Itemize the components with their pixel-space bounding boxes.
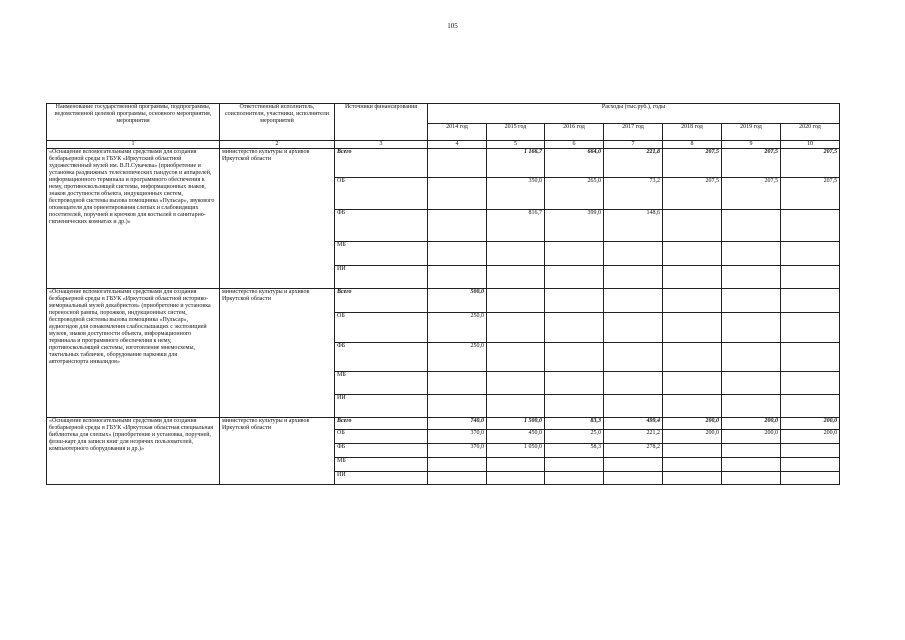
expense-cell: [487, 458, 545, 472]
funding-source: ФБ: [335, 343, 428, 372]
expense-cell: [604, 242, 663, 266]
expense-cell: [604, 472, 663, 485]
budget-table: [46, 103, 840, 485]
expense-cell: 450,0: [487, 430, 545, 444]
expense-cell: 58,3: [545, 444, 604, 458]
table-header: [47, 104, 840, 149]
expense-cell: 25,0: [545, 430, 604, 444]
header-funding-sources: Источники финансирования: [335, 104, 428, 141]
expense-cell: [781, 313, 840, 343]
expense-cell: [545, 313, 604, 343]
expense-cell: 207,5: [781, 178, 840, 210]
expense-cell: [781, 343, 840, 372]
expense-cell: [781, 444, 840, 458]
expense-cell: 73,2: [604, 178, 663, 210]
expense-cell: [487, 242, 545, 266]
expense-cell: 250,0: [428, 313, 487, 343]
expense-cell: 207,5: [663, 178, 722, 210]
table-row: [47, 418, 840, 430]
expense-cell: 816,7: [487, 210, 545, 242]
expense-cell: 207,5: [722, 178, 781, 210]
expense-cell: [487, 289, 545, 313]
expense-cell: 1 050,0: [487, 444, 545, 458]
expense-cell: [663, 210, 722, 242]
expense-cell: [722, 458, 781, 472]
measure-name: «Оснащение вспомогательными средствами для создания безбарьерной среды в ГБУК «Иркутская областная специальная библиотека для слепых» (приобретение и установка, поручней, флэш-карт для записи книг для незрячих пользователей, компьютерного оборудования и др.)»: [47, 418, 220, 485]
funding-source: Всего: [335, 418, 428, 430]
expense-cell: [663, 472, 722, 485]
funding-source: МБ: [335, 242, 428, 266]
expense-cell: [604, 372, 663, 395]
expense-cell: 207,5: [722, 149, 781, 178]
funding-source: ОБ: [335, 430, 428, 444]
expense-cell: 200,0: [663, 418, 722, 430]
funding-source: ИИ: [335, 266, 428, 289]
expense-cell: [428, 458, 487, 472]
funding-source: Всего: [335, 289, 428, 313]
expense-cell: [604, 458, 663, 472]
funding-source: МБ: [335, 372, 428, 395]
expense-cell: 664,0: [545, 149, 604, 178]
expense-cell: [663, 289, 722, 313]
expense-cell: [487, 395, 545, 418]
expense-cell: [604, 289, 663, 313]
header-year: 2014 год: [428, 124, 487, 141]
expense-cell: [663, 242, 722, 266]
expense-cell: 370,0: [428, 444, 487, 458]
header-year: 2020 год: [781, 124, 840, 141]
expense-cell: [781, 266, 840, 289]
header-responsible: Ответственный исполнитель, соисполнители, участники, исполнители мероприятий: [220, 104, 335, 141]
expense-cell: [722, 472, 781, 485]
funding-source: Всего: [335, 149, 428, 178]
expense-cell: [428, 242, 487, 266]
expense-cell: [722, 343, 781, 372]
responsible-executor: министерство культуры и архивов Иркутской области: [220, 289, 335, 418]
expense-cell: [781, 472, 840, 485]
expense-cell: 500,0: [428, 289, 487, 313]
header-expenses: Расходы (тыс.руб.), годы: [428, 104, 840, 124]
expense-cell: [545, 343, 604, 372]
header-year: 2018 год: [663, 124, 722, 141]
column-number: 7: [604, 141, 663, 149]
expense-cell: 399,0: [545, 210, 604, 242]
expense-cell: [663, 313, 722, 343]
page-number: 105: [447, 22, 458, 30]
expense-cell: [722, 210, 781, 242]
expense-cell: [663, 458, 722, 472]
expense-cell: 207,5: [663, 149, 722, 178]
expense-cell: [781, 395, 840, 418]
expense-cell: [545, 472, 604, 485]
expense-cell: [487, 343, 545, 372]
expense-cell: [781, 242, 840, 266]
column-number: 3: [335, 141, 428, 149]
column-number: 10: [781, 141, 840, 149]
funding-source: ИИ: [335, 395, 428, 418]
expense-cell: [663, 395, 722, 418]
column-number: 4: [428, 141, 487, 149]
header-year: 2019 год: [722, 124, 781, 141]
expense-cell: [722, 289, 781, 313]
expense-cell: [722, 395, 781, 418]
expense-cell: 200,0: [781, 430, 840, 444]
column-number: 2: [220, 141, 335, 149]
funding-source: ОБ: [335, 178, 428, 210]
expense-cell: [545, 395, 604, 418]
expense-cell: 250,0: [428, 343, 487, 372]
table-row: [47, 289, 840, 313]
expense-cell: [487, 472, 545, 485]
expense-cell: 221,8: [604, 149, 663, 178]
expense-cell: [545, 242, 604, 266]
expense-cell: [428, 178, 487, 210]
expense-cell: 200,0: [663, 430, 722, 444]
column-number: 9: [722, 141, 781, 149]
expense-cell: [487, 372, 545, 395]
expense-cell: [428, 395, 487, 418]
expense-cell: [663, 266, 722, 289]
expense-cell: [781, 372, 840, 395]
expense-cell: [487, 313, 545, 343]
funding-source: ФБ: [335, 444, 428, 458]
expense-cell: 499,4: [604, 418, 663, 430]
expense-cell: 370,0: [428, 430, 487, 444]
expense-cell: [781, 458, 840, 472]
expense-cell: [428, 266, 487, 289]
expense-cell: 740,0: [428, 418, 487, 430]
funding-source: ОБ: [335, 313, 428, 343]
expense-cell: [428, 472, 487, 485]
expense-cell: 200,0: [722, 418, 781, 430]
expense-cell: [545, 458, 604, 472]
expense-cell: [545, 266, 604, 289]
expense-cell: 200,0: [722, 430, 781, 444]
expense-cell: [663, 444, 722, 458]
responsible-executor: министерство культуры и архивов Иркутской области: [220, 418, 335, 485]
column-number: 5: [487, 141, 545, 149]
expense-cell: [781, 289, 840, 313]
expense-cell: 278,2: [604, 444, 663, 458]
expense-cell: 83,3: [545, 418, 604, 430]
expense-cell: [722, 372, 781, 395]
column-number: 1: [47, 141, 220, 149]
expense-cell: [545, 372, 604, 395]
expense-cell: [604, 313, 663, 343]
expense-cell: 148,6: [604, 210, 663, 242]
expense-cell: [722, 266, 781, 289]
expense-cell: [604, 266, 663, 289]
table-body: [47, 149, 840, 485]
expense-cell: [722, 313, 781, 343]
measure-name: «Оснащение вспомогательными средствами для создания безбарьерной среды в ГБУК «Иркутский областной историко-мемориальный музей декабристов» (приобретение и установка переносной рампы, порожков, индукционных систем, беспроводной системы вызова помощника «Пульсар», аудиогидов для ознакомления слабослышащих с экспозицией музеев, знаков доступности объекта, информационного терминала и программного обеспечения к нему, противоскользящей системы, изготовление мнемосхемы, тактильных табличек, оборудование парковки для автотранспорта инвалидов»: [47, 289, 220, 418]
expense-cell: [722, 444, 781, 458]
expense-cell: 221,2: [604, 430, 663, 444]
table-row: [47, 149, 840, 178]
expense-cell: [604, 395, 663, 418]
expense-cell: [428, 149, 487, 178]
expense-cell: [722, 242, 781, 266]
column-number: 6: [545, 141, 604, 149]
header-year: 2015 год: [487, 124, 545, 141]
expense-cell: 265,0: [545, 178, 604, 210]
expense-cell: 200,0: [781, 418, 840, 430]
column-number: 8: [663, 141, 722, 149]
funding-source: ИИ: [335, 472, 428, 485]
header-year: 2017 год: [604, 124, 663, 141]
header-program-name: Наименование государственной программы, подпрограммы, ведомственной целевой программы, основного мероприятия, мероприятия: [47, 104, 220, 141]
expense-cell: 207,5: [781, 149, 840, 178]
expense-cell: [487, 266, 545, 289]
expense-cell: 1 500,0: [487, 418, 545, 430]
expense-cell: [781, 210, 840, 242]
expense-cell: [663, 372, 722, 395]
responsible-executor: министерство культуры и архивов Иркутской области: [220, 149, 335, 289]
measure-name: «Оснащение вспомогательными средствами для создания безбарьерной среды в ГБУК «Иркутский областной художественный музей им. В.П.Сукачева» (приобретение и установка раздвижных телескопических пандусов и аппарелей, информационного терминала и программного обеспечения к нему, противоскользящей системы, информационных знаков, знаков доступности объекта, индукционных систем, беспроводной системы вызова помощника «Пульсар», звукового оповещателя для ориентирования слепых и слабовидящих посетителей, поручней и крючков для костылей в санитарно-гигиенических комнатах и др.)»: [47, 149, 220, 289]
expense-cell: [663, 343, 722, 372]
expense-cell: [545, 289, 604, 313]
header-year: 2016 год: [545, 124, 604, 141]
funding-source: ФБ: [335, 210, 428, 242]
expense-cell: 350,0: [487, 178, 545, 210]
expense-cell: [428, 372, 487, 395]
expense-cell: [428, 210, 487, 242]
expense-cell: [604, 343, 663, 372]
expense-cell: 1 166,7: [487, 149, 545, 178]
funding-source: МБ: [335, 458, 428, 472]
